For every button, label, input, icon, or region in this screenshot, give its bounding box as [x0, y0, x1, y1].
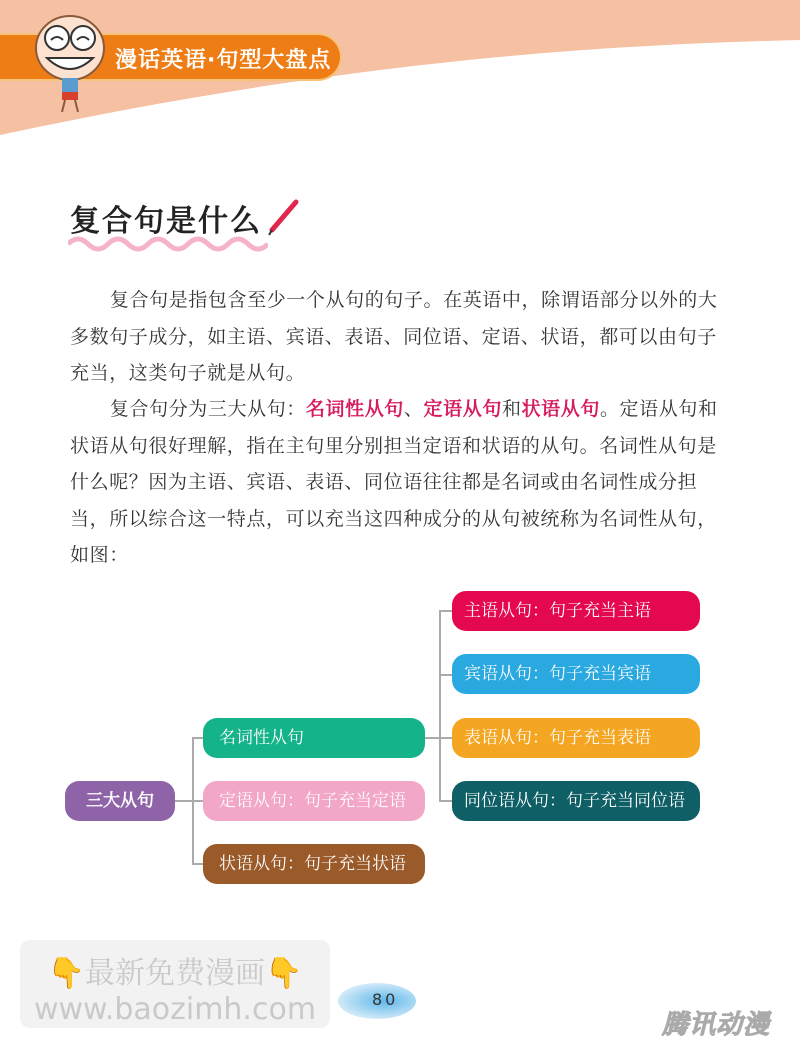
publisher-logo: 腾讯动漫: [662, 1010, 771, 1040]
page-number: 80: [372, 990, 399, 1009]
watermark-text: 最新免费漫画: [85, 956, 265, 991]
node-subject-clause: 主语从句：句子充当主语: [452, 591, 700, 631]
watermark-line1: [20, 948, 330, 992]
wavy-underline: [68, 232, 268, 256]
watermark: [20, 940, 330, 1028]
connector: [424, 737, 440, 739]
connector: [439, 674, 453, 676]
highlight-noun-clause: 名词性从句: [305, 398, 404, 420]
pencil-icon: [264, 198, 304, 238]
mascot-icon: [25, 8, 115, 118]
pointing-down-icon: 👇: [265, 956, 303, 991]
highlight-adverbial-clause: 状语从句: [521, 398, 600, 420]
node-object-clause: 宾语从句：句子充当宾语: [452, 654, 700, 694]
node-appositive-clause: 同位语从句：句子充当同位语: [452, 781, 700, 821]
paragraph-2: [70, 391, 730, 574]
highlight-attributive-clause: 定语从句: [423, 398, 502, 420]
text: 复合句分为三大从句：: [109, 398, 306, 420]
connector: [439, 737, 453, 739]
text: 和: [501, 398, 522, 420]
node-predicative-clause: 表语从句：句子充当表语: [452, 718, 700, 758]
text: 。定语从句和状语从句很好理解，指在主句里分别担当定语和状语的从句。名词性从句是什么呢？因为主语、宾语、表语、同位语往往都是名词或由名词性成分担当，所以综合这一特点，可以充当这四种成分的从句被统称为名词性从句，如图：: [70, 398, 718, 566]
section-heading: 复合句是什么: [70, 204, 262, 239]
node-noun-clause: 名词性从句: [203, 718, 425, 758]
text: 、: [403, 398, 424, 420]
watermark-url: www.baozimh.com: [33, 992, 317, 1027]
connector: [439, 610, 441, 801]
connector: [439, 610, 453, 612]
node-adverbial-clause: 状语从句：句子充当状语: [203, 844, 425, 884]
connector: [175, 800, 193, 802]
banner-title: 漫话英语·句型大盘点: [115, 48, 332, 73]
connector: [439, 800, 453, 802]
node-root: 三大从句: [65, 781, 175, 821]
paragraph-1: 复合句是指包含至少一个从句的句子。在英语中，除谓语部分以外的大多数句子成分，如主语、宾语、表语、同位语、定语、状语，都可以由句子充当，这类句子就是从句。: [70, 289, 718, 384]
pointing-down-icon: 👇: [47, 956, 85, 991]
node-attributive-clause: 定语从句：句子充当定语: [203, 781, 425, 821]
